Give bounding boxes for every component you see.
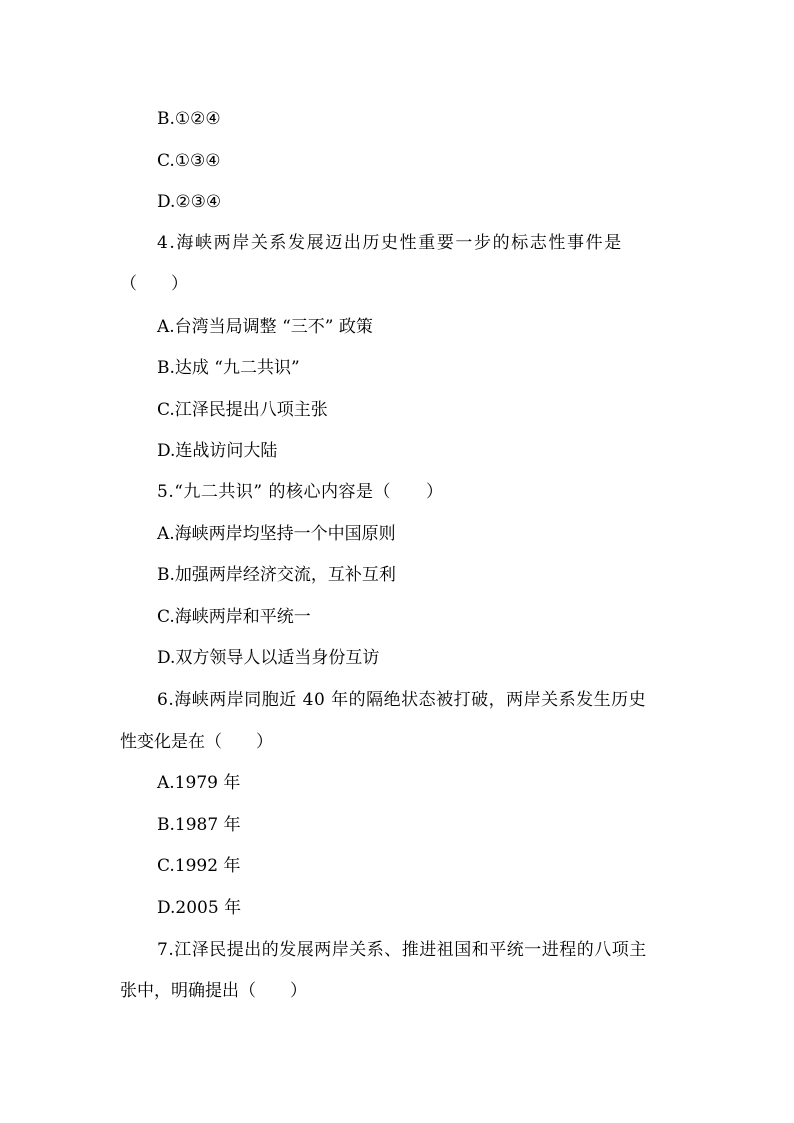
question-4-blank: （ ） (120, 274, 188, 294)
question-4: 4.海峡两岸关系发展迈出历史性重要一步的标志性事件是 (157, 233, 623, 253)
question-7-continued: 张中，明确提出（ ） (120, 981, 307, 1001)
question-7: 7.江泽民提出的发展两岸关系、推进祖国和平统一进程的八项主 (157, 940, 647, 960)
option-q3-d: D.②③④ (157, 192, 222, 212)
question-6-continued: 性变化是在（ ） (120, 732, 273, 752)
question-6: 6.海峡两岸同胞近 40 年的隔绝状态被打破，两岸关系发生历史 (157, 690, 647, 710)
option-q6-a: A.1979 年 (157, 773, 241, 793)
option-q4-d: D.连战访问大陆 (157, 441, 278, 461)
option-q3-b: B.①②④ (157, 109, 221, 129)
option-q4-a: A.台湾当局调整 “三不” 政策 (157, 317, 373, 337)
option-q4-c: C.江泽民提出八项主张 (157, 400, 328, 420)
option-q5-b: B.加强两岸经济交流，互补互利 (157, 565, 396, 585)
question-5: 5.“九二共识” 的核心内容是（ ） (157, 482, 444, 502)
option-q3-c: C.①③④ (157, 151, 221, 171)
option-q6-b: B.1987 年 (157, 815, 241, 835)
option-q5-c: C.海峡两岸和平统一 (157, 607, 311, 627)
option-q6-d: D.2005 年 (157, 898, 242, 918)
option-q5-d: D.双方领导人以适当身份互访 (157, 648, 380, 668)
option-q4-b: B.达成 “九二共识” (157, 358, 300, 378)
option-q5-a: A.海峡两岸均坚持一个中国原则 (157, 524, 396, 544)
option-q6-c: C.1992 年 (157, 856, 241, 876)
